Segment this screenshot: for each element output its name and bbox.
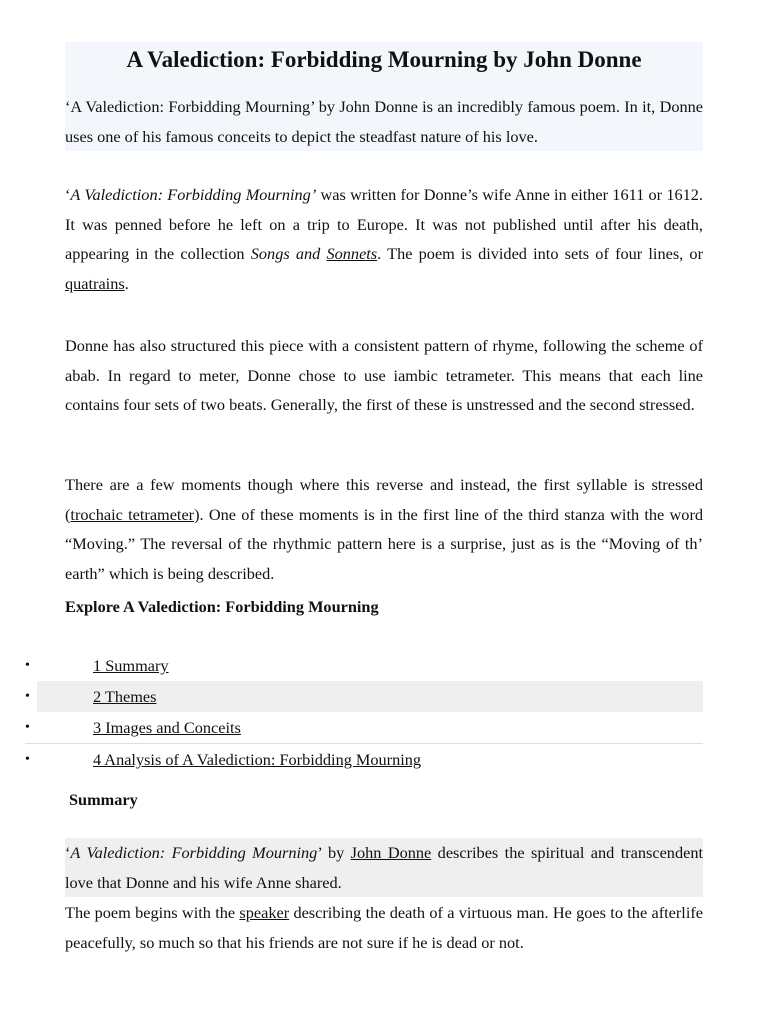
bullet-icon: • <box>25 689 30 704</box>
paragraph-text: . The poem is divided into sets of four lines, or <box>377 244 703 263</box>
trochaic-tetrameter-link[interactable]: trochaic tetrameter <box>70 504 195 524</box>
poem-title-italic: A Valediction: Forbidding Mourning’ <box>70 185 317 204</box>
explore-heading: Explore A Valediction: Forbidding Mourning <box>65 597 379 616</box>
paragraph-text: describes the spiritual and transcendent love that Donne and his wife Anne shared. <box>65 843 703 892</box>
collection-title: Songs and <box>250 244 327 263</box>
paragraph-text: describing the death of a virtuous man. He goes to the afterlife peacefully, so much so that his friends are not sure if he is dead or not. <box>65 903 704 952</box>
bullet-icon: • <box>25 658 30 673</box>
toc-item <box>25 744 703 775</box>
intro-paragraph: ‘A Valediction: Forbidding Mourning’ by John Donne is an incredibly famous poem. In it, Donne uses one of his famous conceits to depict the steadfast nature of his love. <box>65 97 703 146</box>
toc-item <box>25 712 703 744</box>
toc-item <box>25 650 703 681</box>
paragraph-history <box>65 180 703 298</box>
page-title: A Valediction: Forbidding Mourning by John Donne <box>126 47 642 72</box>
poem-title-italic: A Valediction: Forbidding Mourning <box>70 843 318 862</box>
document-page <box>25 42 704 952</box>
toc-link-images[interactable]: 3 Images and Conceits <box>93 718 241 737</box>
sonnets-link[interactable]: Sonnets <box>326 244 378 263</box>
bullet-icon: • <box>25 752 30 767</box>
table-of-contents <box>25 650 703 775</box>
paragraph-text: was written for Donne’s wife Anne in either 1611 or 1612. It was penned before he left on a trip to Europe. It was not published until after his death, appearing in the collection <box>65 185 703 263</box>
toc-link-summary[interactable]: 1 Summary <box>93 656 169 675</box>
quote-mark: ‘ <box>65 843 71 862</box>
summary-heading: Summary <box>69 790 138 809</box>
paragraph-text: There are a few moments though where this reverse and instead, the first syllable is stressed ( <box>65 475 703 524</box>
summary-paragraph-2 <box>65 898 703 957</box>
john-donne-link[interactable]: John Donne <box>350 843 432 862</box>
quatrains-link[interactable]: quatrains <box>65 273 125 293</box>
toc-item <box>25 681 703 712</box>
paragraph-text: ’ by <box>317 843 351 862</box>
summary-paragraph-1 <box>65 838 703 897</box>
speaker-link[interactable]: speaker <box>239 903 290 922</box>
paragraph-text: The poem begins with the <box>65 903 240 922</box>
paragraph-text: ). One of these moments is in the first line of the third stanza with the word “Moving.” The reversal of the rhythmic pattern here is a surprise, just as is the “Moving of th’ earth” which is being described. <box>65 504 704 583</box>
paragraph-meter <box>65 470 703 588</box>
paragraph-structure: Donne has also structured this piece with a consistent pattern of rhyme, following the scheme of abab. In regard to meter, Donne chose to use iambic tetrameter. This means that each line contains four sets of two beats. Generally, the first of these is unstressed and the second stressed. <box>65 336 703 414</box>
title-block <box>65 42 703 151</box>
quote-mark: ‘ <box>65 185 71 204</box>
toc-link-themes[interactable]: 2 Themes <box>93 687 157 706</box>
bullet-icon: • <box>25 720 30 735</box>
toc-link-analysis[interactable]: 4 Analysis of A Valediction: Forbidding Mourning <box>93 750 422 769</box>
paragraph-text: . <box>124 273 129 293</box>
